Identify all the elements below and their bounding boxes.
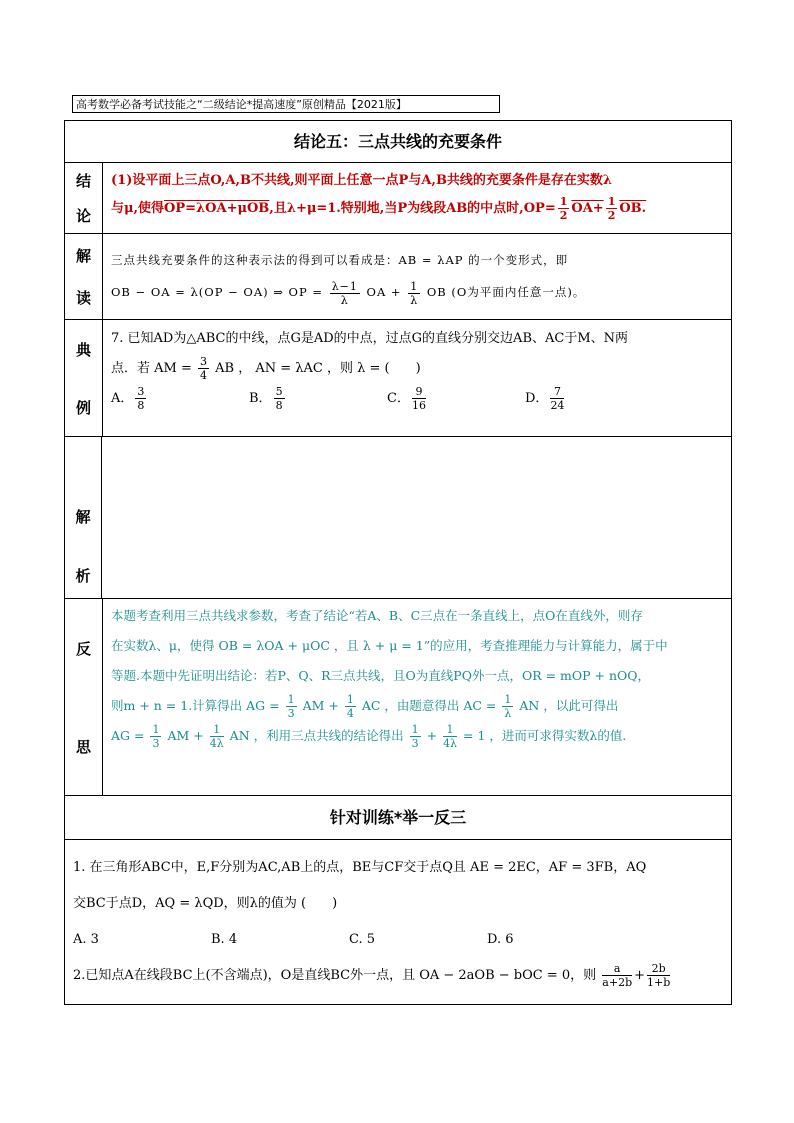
reflection-label: 反 思: [65, 599, 103, 795]
problem-1: 1. 在三角形ABC中，E,F分别为AC,AB上的点，BE与CF交于点Q且 AE = 2EC，AF = 3FB，AQ 交BC于点D，AQ = λQD，则λ的值为 ( ) A. 3 B. 4 C. 5 D. 6 2.已知点A在线段BC上(不含端点)，O是直线BC外一点，且 OA − 2aOB − bOC = 0，则 $\frac{a}{a+2b}$ + $\frac{2b}{1+b}$: [65, 840, 731, 1004]
fraction: $\frac{\lambda-1}{\lambda}$: [331, 279, 358, 307]
conclusion-table: [64, 120, 732, 1005]
reflection-row: [65, 599, 731, 796]
option-d[interactable]: D. 6: [487, 932, 514, 947]
fraction-half: $\frac{1}{2}$: [559, 195, 568, 222]
example-text: [103, 320, 731, 436]
fraction: $\frac{1}{\lambda}$: [410, 279, 419, 307]
analysis-label: 解 析: [65, 437, 102, 598]
option-c[interactable]: C． $\frac{9}{16}$: [387, 385, 426, 412]
problem1-options: [73, 922, 723, 958]
problem-2: 2.已知点A在线段BC上(不含端点)，O是直线BC外一点，且 OA − 2aOB − bOC = 0，则 $\frac{a}{a+2b}$ + $\frac{2b}{1+b}$: [73, 962, 671, 989]
reflection-text: 本题考查利用三点共线求参数，考查了结论“若A、B、C三点在一条直线上，点O在直线外，则存 在实数λ、μ，使得 OB = λOA + μOC ，且 λ + μ = 1”的应用，考查推理能力与计算能力，属于中 等题.本题中先证明出结论：若P、Q、R三点共线，且O为直线PQ外一点，OR = mOP + nOQ， 则m + n = 1.计算得出 AG = $\frac{1}{3}$ AM + $\frac{1}{4}$ AC ，由题意得出 AC = $\frac{1}{\lambda}$ AN ，以此可得出 AG = $\frac{1}{3}$ AM + $\frac{1}{4\lambda}$ AN ，利用三点共线的结论得出 $\frac{1}{3}$ + $\frac{1}{4\lambda}$ = 1 ，进而可求得实数λ的值.: [111, 608, 668, 750]
option-a[interactable]: A. 3: [73, 932, 99, 947]
document-header: 高考数学必备考试技能之“二级结论*提高速度”原创精品【2021版】: [72, 95, 500, 113]
interpretation-line1: 三点共线充要条件的这种表示法的得到可以看成是：AB = λAP 的一个变形式，即: [111, 253, 569, 267]
example-label: 典 例: [65, 320, 103, 436]
example-row: [65, 320, 731, 437]
interpretation-label: 解 读: [65, 234, 103, 319]
section-title: 针对训练*举一反三: [65, 796, 731, 840]
analysis-row: [65, 437, 731, 599]
interpretation-text: [103, 234, 731, 319]
conclusion-label: 结 论: [65, 163, 103, 233]
conclusion-row: [65, 163, 731, 234]
page-title: 结论五：三点共线的充要条件: [65, 121, 731, 163]
option-b[interactable]: B． $\frac{5}{8}$: [249, 385, 283, 412]
fraction-half: $\frac{1}{2}$: [607, 195, 616, 222]
option-a[interactable]: A． $\frac{3}{8}$: [111, 385, 145, 412]
conclusion-line2: 与μ,使得OP=λOA+μOB,且λ+μ=1.特别地,当P为线段AB的中点时,OP= $\frac{1}{2}$ OA+ $\frac{1}{2}$ OB.: [111, 195, 647, 222]
example-line1: 7. 已知AD为△ABC的中线，点G是AD的中点，过点G的直线分别交边AB、AC于M、N两: [111, 331, 629, 346]
example-line2: 点．若 AM = $\frac{3}{4}$ AB ， AN = λAC ，则 λ = ( ): [111, 355, 421, 382]
interpretation-line2: OB − OA = λ(OP − OA) ⇒ OP = $\frac{\lambda-1}{\lambda}$ OA + $\frac{1}{\lambda}$ OB (O为平面内任意一点)。: [111, 279, 586, 307]
option-d[interactable]: D． $\frac{7}{24}$: [525, 385, 565, 412]
conclusion-text: [103, 163, 731, 233]
option-c[interactable]: C. 5: [349, 932, 376, 947]
fraction: $\frac{3}{4}$: [200, 355, 207, 382]
analysis-blank: [103, 437, 731, 598]
interpretation-row: [65, 234, 731, 320]
option-b[interactable]: B. 4: [211, 932, 238, 947]
practice-problems: [65, 840, 731, 1005]
example-options: [111, 384, 723, 414]
conclusion-line1: (1)设平面上三点O,A,B不共线,则平面上任意一点P与A,B共线的充要条件是存在实数λ: [111, 173, 613, 188]
